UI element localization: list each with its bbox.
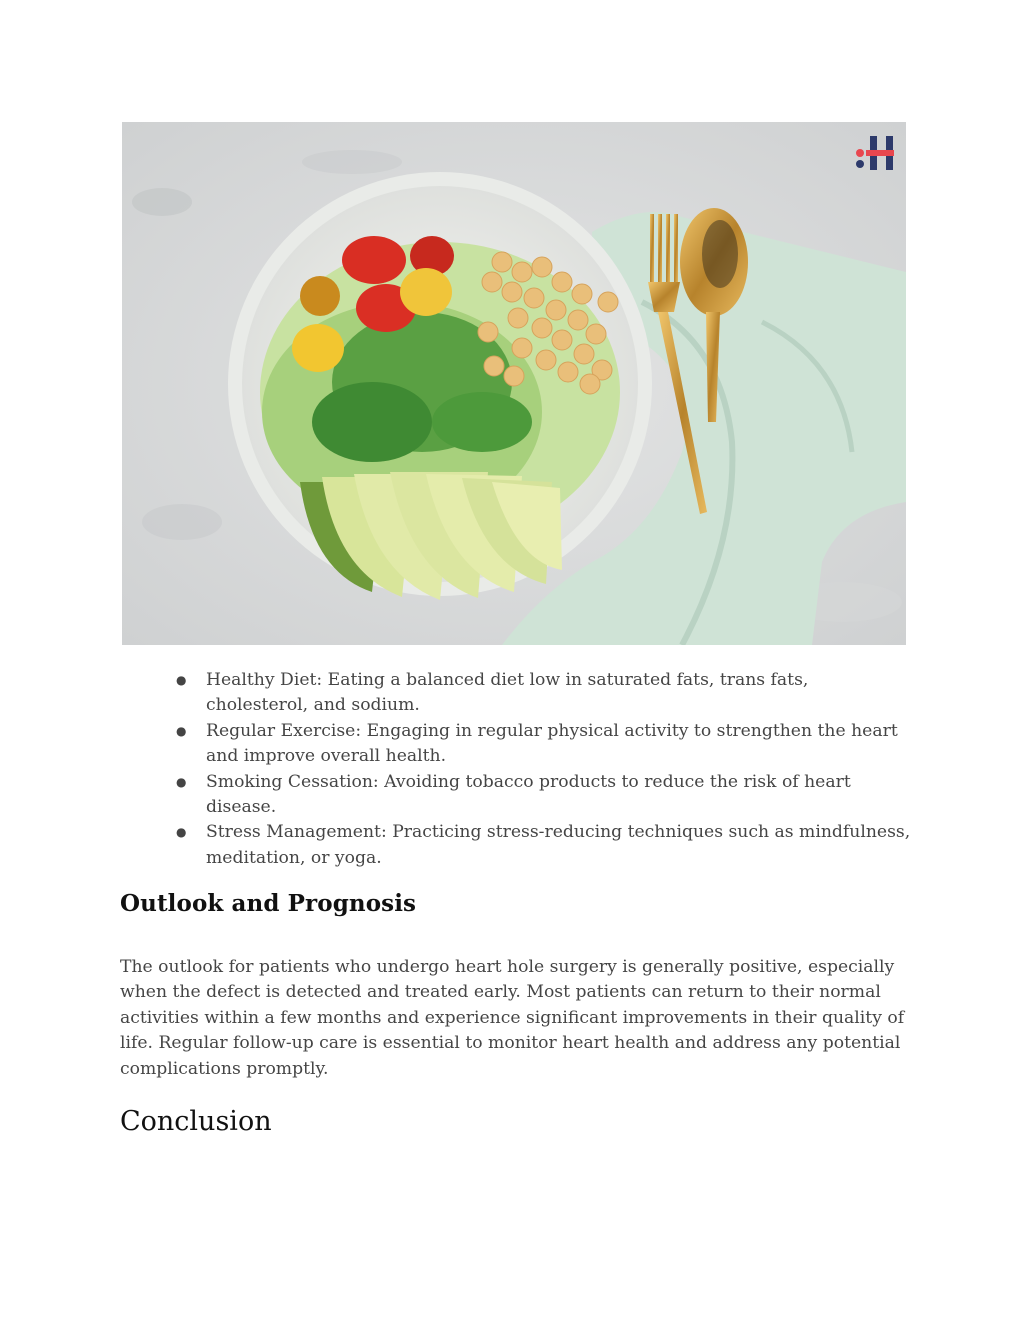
- salad-bowl-photo: [122, 122, 906, 645]
- outlook-paragraph: The outlook for patients who undergo heart hole surgery is generally positive, especially when the defect is detected and treated early. Most patients can return to their normal activities within a few months and experience significant improvements in their quality of life. Regular follow-up care is essential to monitor heart health and address any potential complications promptly.: [120, 957, 905, 1079]
- list-item: ● Stress Management: Practicing stress-reducing techniques such as mindfulness, meditation, or yoga.: [176, 820, 912, 871]
- list-item: ● Smoking Cessation: Avoiding tobacco products to reduce the risk of heart disease.: [176, 770, 912, 821]
- list-item: ● Regular Exercise: Engaging in regular physical activity to strengthen the heart and improve overall health.: [176, 719, 912, 770]
- list-item: ● Healthy Diet: Eating a balanced diet low in saturated fats, trans fats, cholesterol, and sodium.: [176, 668, 912, 719]
- outlook-heading: Outlook and Prognosis: [120, 890, 417, 917]
- conclusion-heading: Conclusion: [120, 1106, 272, 1137]
- prevention-list: [176, 668, 912, 871]
